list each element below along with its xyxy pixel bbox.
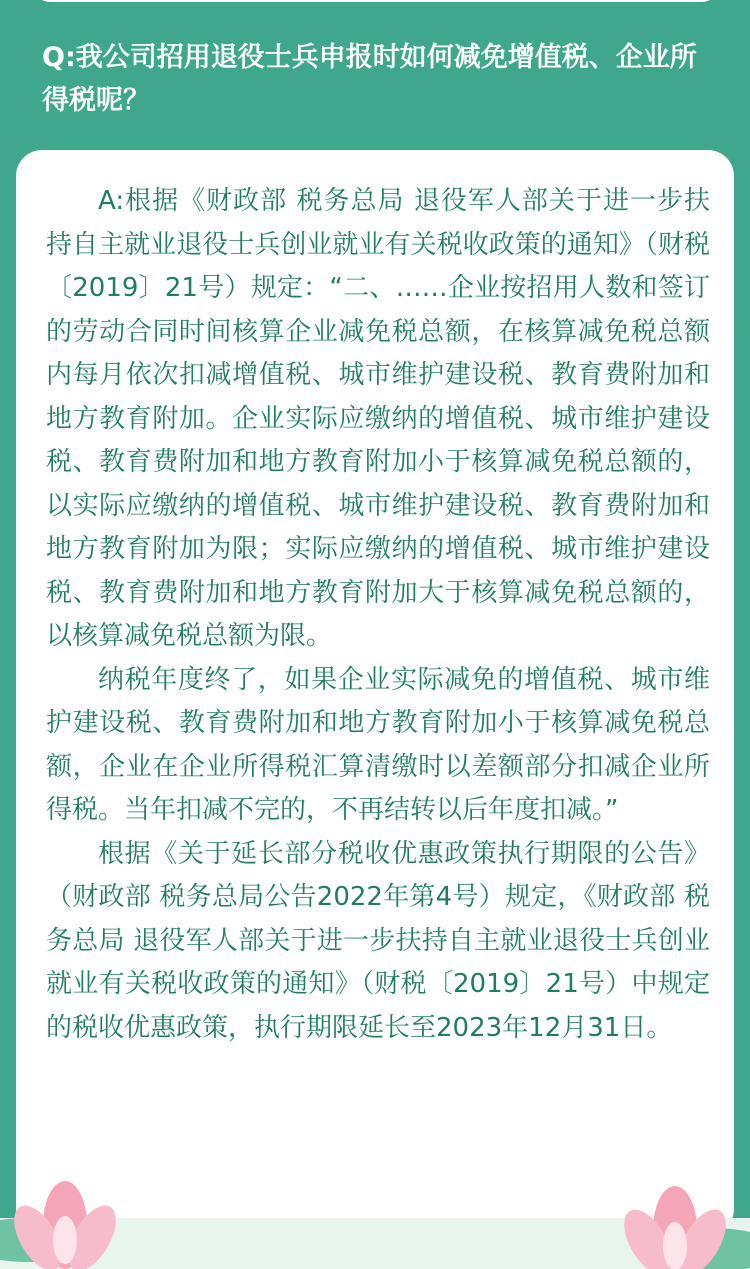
answer-paragraph-3: 根据《关于延长部分税收优惠政策执行期限的公告》（财政部 税务总局公告2022年第4号）规定，《财政部 税务总局 退役军人部关于进一步扶持自主就业退役士兵创业就业有关税收政策的通知》（财税〔2019〕21号）中规定的税收优惠政策，执行期限延长至2023年12月31日。 (46, 838, 710, 1043)
previous-card-edge (34, 0, 718, 2)
answer-paragraph-2: 纳税年度终了，如果企业实际减免的增值税、城市维护建设税、教育费附加和地方教育附加小于核算减免税总额，企业在企业所得税汇算清缴时以差额部分扣减企业所得税。当年扣减不完的，不再结转以后年度扣减。” (46, 664, 710, 825)
answer-body (46, 180, 710, 1050)
question-heading: Q:我公司招用退役士兵申报时如何减免增值税、企业所得税呢？ (42, 42, 697, 116)
lotus-flower-icon (600, 1150, 750, 1269)
lotus-flower-icon (0, 1130, 140, 1269)
answer-paragraph-1: A:根据《财政部 税务总局 退役军人部关于进一步扶持自主就业退役士兵创业就业有关税收政策的通知》（财税〔2019〕21号）规定：“二、……企业按招用人数和签订的劳动合同时间核算企业减免税总额，在核算减免税总额内每月依次扣减增值税、城市维护建设税、教育费附加和地方教育附加。企业实际应缴纳的增值税、城市维护建设税、教育费附加和地方教育附加小于核算减免税总额的，以实际应缴纳的增值税、城市维护建设税、教育费附加和地方教育附加为限；实际应缴纳的增值税、城市维护建设税、教育费附加和地方教育附加大于核算减免税总额的，以核算减免税总额为限。 (46, 186, 710, 651)
